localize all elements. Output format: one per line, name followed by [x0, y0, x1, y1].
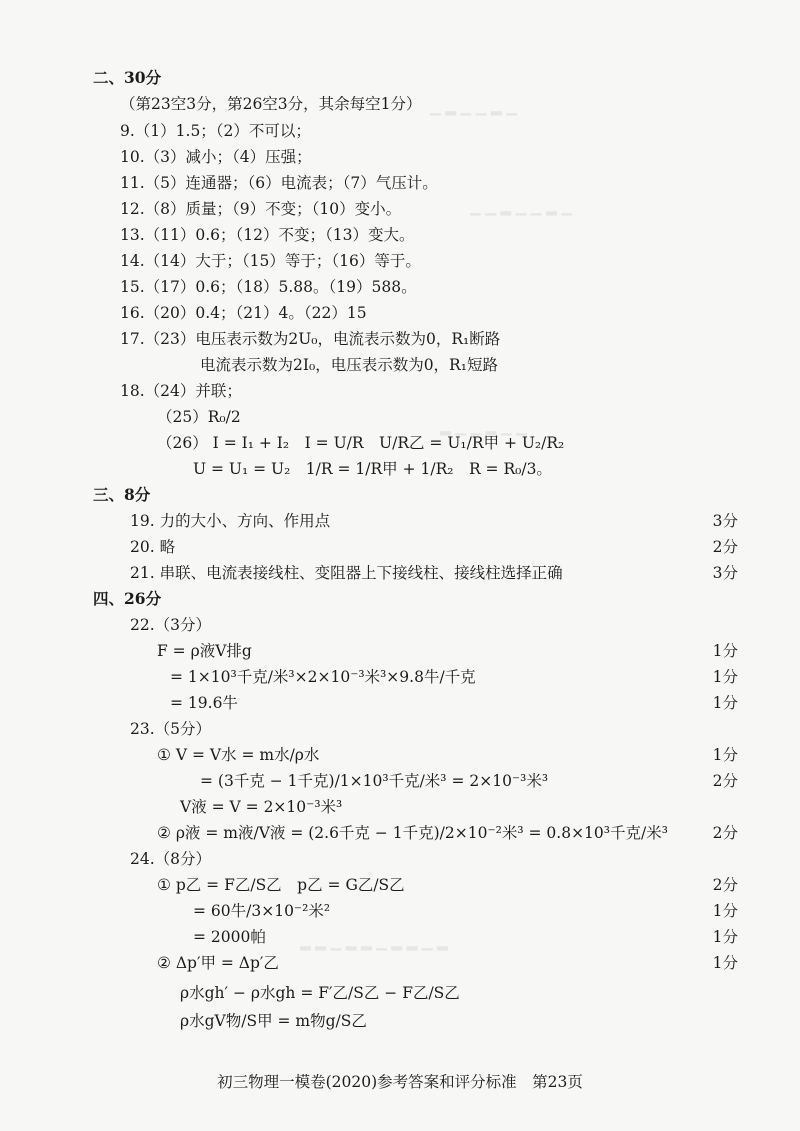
score: 1分: [712, 954, 738, 972]
score: 1分: [712, 746, 738, 764]
question-head: 22.（3分）: [130, 616, 212, 634]
answer-line: 21. 串联、电流表接线柱、变阻器上下接线柱、接线柱选择正确: [130, 564, 563, 582]
answer-line: 9.（1）1.5；（2）不可以；: [120, 122, 311, 140]
score: 2分: [712, 538, 738, 556]
score: 1分: [712, 642, 738, 660]
question-head: 24.（8分）: [130, 850, 212, 868]
answer-line: 17.（23）电压表示数为2U₀，电流表示数为0，R₁断路: [120, 330, 501, 348]
answer-line: = 2000帕: [193, 928, 266, 946]
bleed-through-mark: ▁ ▂ ▁ ▁ ▂ ▁: [430, 100, 517, 116]
answer-line: 电流表示数为2I₀，电压表示数为0，R₁短路: [200, 356, 498, 374]
answer-line: ① p乙 = F乙/S乙 p乙 = G乙/S乙: [157, 876, 405, 894]
answer-line: = (3千克 − 1千克)/1×10³千克/米³ = 2×10⁻³米³: [200, 772, 549, 790]
answer-line: 20. 略: [130, 538, 176, 556]
answer-line: 13.（11）0.6；（12）不变；（13）变大。: [120, 226, 415, 244]
answer-line: V液 = V = 2×10⁻³米³: [180, 798, 343, 816]
score: 2分: [712, 876, 738, 894]
answer-line: ② Δp′甲 = Δp′乙: [157, 954, 279, 972]
bleed-through-mark: ▂ ▂ ▁ ▂ ▂ ▁ ▂ ▂ ▁ ▂: [300, 935, 448, 951]
score: 2分: [712, 772, 738, 790]
page-footer: 初三物理一模卷(2020)参考答案和评分标准 第23页: [217, 1073, 583, 1091]
section-title: 三、8分: [93, 485, 151, 504]
bleed-through-mark: ▁ ▁ ▂ ▁ ▁ ▂ ▁: [470, 200, 573, 216]
answer-line: = 60牛/3×10⁻²米²: [193, 902, 331, 920]
answer-line: ρ水gV物/S甲 = m物g/S乙: [180, 1012, 367, 1030]
answer-line: （26） I = I₁ + I₂ I = U/R U/R乙 = U₁/R甲 + U₂/R₂: [157, 434, 565, 452]
answer-line: 19. 力的大小、方向、作用点: [130, 512, 331, 530]
question-head: 23.（5分）: [130, 720, 212, 738]
answer-line: 10.（3）减小；（4）压强；: [120, 148, 312, 166]
section-note: （第23空3分，第26空3分，其余每空1分）: [120, 95, 422, 113]
score: 1分: [712, 902, 738, 920]
answer-line: 18.（24）并联；: [120, 382, 242, 400]
score: 3分: [712, 512, 738, 530]
answer-line: U = U₁ = U₂ 1/R = 1/R甲 + 1/R₂ R = R₀/3。: [193, 460, 552, 478]
answer-line: ① V = V水 = m水/ρ水: [157, 746, 320, 764]
answer-line: ρ水gh′ − ρ水gh = F′乙/S乙 − F乙/S乙: [180, 984, 460, 1002]
answer-line: = 1×10³千克/米³×2×10⁻³米³×9.8牛/千克: [170, 668, 476, 686]
score: 2分: [712, 824, 738, 842]
score: 1分: [712, 668, 738, 686]
answer-line: （25）R₀/2: [157, 408, 241, 426]
answer-line: = 19.6牛: [170, 694, 238, 712]
bleed-through-mark: ▂ ▁ ▁ ▂ ▁ ▁: [440, 420, 527, 436]
answer-line: 11.（5）连通器；（6）电流表；（7）气压计。: [120, 174, 438, 192]
section-title: 二、30分: [93, 68, 162, 87]
answer-line: 14.（14）大于；（15）等于；（16）等于。: [120, 252, 421, 270]
score: 1分: [712, 694, 738, 712]
answer-line: ② ρ液 = m液/V液 = (2.6千克 − 1千克)/2×10⁻²米³ = 0.8×10³千克/米³: [157, 824, 668, 842]
answer-line: 12.（8）质量；（9）不变；（10）变小。: [120, 200, 402, 218]
score: 1分: [712, 928, 738, 946]
answer-line: 15.（17）0.6；（18）5.88。（19）588。: [120, 278, 417, 296]
answer-line: 16.（20）0.4；（21）4。（22）15: [120, 304, 367, 322]
answer-line: F = ρ液V排g: [157, 642, 252, 660]
score: 3分: [712, 564, 738, 582]
section-title: 四、26分: [93, 589, 162, 608]
